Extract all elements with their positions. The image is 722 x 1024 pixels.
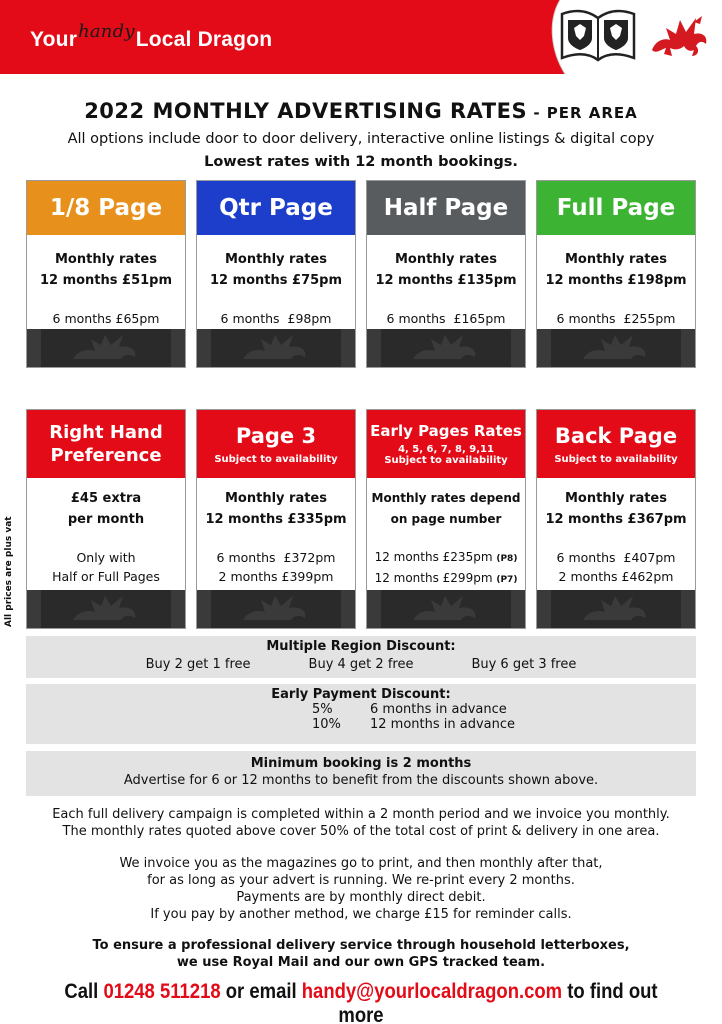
campaign-paragraph bbox=[0, 806, 722, 840]
rate-label-2: on page number bbox=[390, 512, 502, 526]
early-page-numbers: 4, 5, 6, 7, 8, 9,11 bbox=[398, 443, 494, 455]
delivery-line: we use Royal Mail and our own GPS tracked team. bbox=[176, 955, 546, 970]
card-header bbox=[367, 181, 525, 235]
dragon-silhouette-icon bbox=[237, 333, 317, 363]
brand-your: Your bbox=[30, 28, 78, 51]
card-header bbox=[197, 410, 355, 478]
buy-2-offer: Buy 2 get 1 free bbox=[145, 657, 251, 672]
minimum-booking-box bbox=[26, 751, 696, 796]
brand-handy: handy bbox=[78, 21, 135, 42]
card-half-page bbox=[366, 180, 526, 368]
availability-note: Subject to availability bbox=[384, 454, 508, 466]
card-footer-pattern bbox=[197, 590, 355, 628]
rate-p8 bbox=[367, 548, 525, 569]
availability-note: Subject to availability bbox=[554, 454, 678, 466]
card-header bbox=[367, 410, 525, 478]
title-main: 2022 MONTHLY ADVERTISING RATES bbox=[84, 99, 528, 123]
rate-2-months: 2 months £399pm bbox=[218, 569, 334, 584]
rate-label: Monthly rates bbox=[564, 491, 667, 506]
rate-label: Monthly rates bbox=[394, 252, 497, 267]
rate-6-months: 6 months £407pm bbox=[556, 550, 676, 565]
discount-label: 6 months in advance bbox=[370, 702, 507, 717]
rate-label: Monthly rates bbox=[54, 252, 157, 267]
minimum-booking-title: Minimum booking is 2 months bbox=[250, 756, 472, 771]
card-page-3 bbox=[196, 409, 356, 629]
buy-6-offer: Buy 6 get 3 free bbox=[471, 657, 577, 672]
rate-12-months: 12 months £198pm bbox=[545, 273, 687, 288]
card-heading: Page 3 bbox=[235, 423, 317, 448]
card-right-hand-preference bbox=[26, 409, 186, 629]
title-suffix: - PER AREA bbox=[527, 104, 638, 122]
dragon-silhouette-icon bbox=[67, 333, 147, 363]
card-early-pages bbox=[366, 409, 526, 629]
delivery-line: To ensure a professional delivery service through household letterboxes, bbox=[92, 938, 630, 953]
card-heading: Full Page bbox=[556, 195, 676, 221]
vat-side-note bbox=[1, 516, 15, 630]
delivery-paragraph bbox=[0, 937, 722, 971]
cta-find-out-more: to find out more bbox=[338, 980, 658, 1024]
card-back-page bbox=[536, 409, 696, 629]
condition-line1: Only with bbox=[76, 550, 136, 565]
availability-note: Subject to availability bbox=[214, 454, 338, 466]
rate-p7 bbox=[367, 569, 525, 590]
minimum-booking-text: Advertise for 6 or 12 months to benefit from the discounts shown above. bbox=[123, 773, 599, 788]
multi-region-title: Multiple Region Discount: bbox=[266, 639, 456, 654]
phone-link[interactable]: 01248 511218 bbox=[103, 980, 221, 1003]
rate-label: Monthly rates bbox=[224, 491, 327, 506]
rate-12-months: 12 months £335pm bbox=[205, 512, 347, 527]
card-footer-pattern bbox=[197, 329, 355, 367]
invoice-paragraph bbox=[0, 855, 722, 923]
buy-4-offer: Buy 4 get 2 free bbox=[308, 657, 414, 672]
rate-6-months: 6 months £65pm bbox=[52, 311, 160, 326]
rate-6-months: 6 months £165pm bbox=[386, 311, 506, 326]
early-payment-row bbox=[136, 702, 696, 717]
card-heading-line1: Right Hand bbox=[49, 421, 163, 443]
rate-12-months: 12 months £75pm bbox=[209, 273, 343, 288]
early-payment-row bbox=[136, 717, 696, 732]
campaign-line: The monthly rates quoted above cover 50% of the total cost of print & delivery in one area. bbox=[62, 824, 660, 839]
subtitle-lowest-rates: Lowest rates with 12 month bookings. bbox=[204, 154, 518, 170]
card-footer-pattern bbox=[367, 590, 525, 628]
multi-region-discount-box bbox=[26, 636, 696, 678]
card-full-page bbox=[536, 180, 696, 368]
email-link[interactable]: handy@yourlocaldragon.com bbox=[301, 980, 563, 1003]
brand-rest: Local Dragon bbox=[135, 28, 273, 51]
dragon-silhouette-icon bbox=[577, 333, 657, 363]
card-footer-pattern bbox=[537, 329, 695, 367]
rate-p7-tag: (P7) bbox=[496, 575, 518, 585]
dragon-silhouette-icon bbox=[237, 594, 317, 624]
rate-2-months: 2 months £462pm bbox=[558, 569, 674, 584]
card-body bbox=[537, 478, 695, 586]
card-header bbox=[537, 181, 695, 235]
discount-percent: 5% bbox=[312, 702, 333, 717]
book-shield-icon bbox=[558, 6, 638, 64]
cta-or-email: or email bbox=[220, 980, 302, 1003]
rate-label: Monthly rates bbox=[564, 252, 667, 267]
call-to-action bbox=[43, 980, 678, 1024]
rate-12-months: 12 months £51pm bbox=[39, 273, 173, 288]
card-heading: Back Page bbox=[554, 423, 678, 448]
dragon-silhouette-icon bbox=[67, 594, 147, 624]
dragon-silhouette-icon bbox=[407, 333, 487, 363]
card-header bbox=[27, 410, 185, 478]
rate-12-months: 12 months £367pm bbox=[545, 512, 687, 527]
campaign-line: Each full delivery campaign is completed within a 2 month period and we invoice you monthly. bbox=[52, 807, 670, 822]
multi-region-items bbox=[26, 657, 696, 672]
card-eighth-page bbox=[26, 180, 186, 368]
rate-6-months: 6 months £372pm bbox=[216, 550, 336, 565]
invoice-line: for as long as your advert is running. We re-print every 2 months. bbox=[147, 873, 575, 888]
rate-6-months: 6 months £255pm bbox=[556, 311, 676, 326]
card-body bbox=[197, 478, 355, 586]
rate-p8-text: 12 months £235pm bbox=[374, 550, 493, 564]
card-body bbox=[27, 478, 185, 586]
brand-logotype bbox=[30, 21, 273, 52]
card-footer-pattern bbox=[367, 329, 525, 367]
rate-12-months: 12 months £135pm bbox=[375, 273, 517, 288]
discount-percent: 10% bbox=[312, 717, 341, 732]
card-body bbox=[367, 478, 525, 590]
card-header bbox=[27, 181, 185, 235]
card-footer-pattern bbox=[27, 329, 185, 367]
dragon-silhouette-icon bbox=[407, 594, 487, 624]
subtitle-options: All options include door to door delivery, interactive online listings & digital copy bbox=[67, 131, 655, 147]
invoice-line: We invoice you as the magazines go to print, and then monthly after that, bbox=[119, 856, 603, 871]
vat-note-text: All prices are plus vat bbox=[4, 516, 14, 627]
card-heading: Half Page bbox=[383, 195, 509, 221]
invoice-line: If you pay by another method, we charge £15 for reminder calls. bbox=[150, 907, 572, 922]
card-footer-pattern bbox=[27, 590, 185, 628]
page-title bbox=[0, 99, 722, 123]
rate-label: Monthly rates depend bbox=[371, 491, 521, 505]
card-heading: 1/8 Page bbox=[49, 195, 163, 221]
rate-p7-text: 12 months £299pm bbox=[374, 571, 493, 585]
card-heading: Early Pages Rates bbox=[370, 422, 522, 441]
rate-6-months: 6 months £98pm bbox=[220, 311, 332, 326]
card-heading: Qtr Page bbox=[219, 195, 333, 221]
dragon-silhouette-icon bbox=[577, 594, 657, 624]
rate-label: Monthly rates bbox=[224, 252, 327, 267]
invoice-line: Payments are by monthly direct debit. bbox=[236, 890, 486, 905]
condition-line2: Half or Full Pages bbox=[52, 569, 160, 584]
discount-label: 12 months in advance bbox=[370, 717, 516, 732]
extra-price: £45 extra bbox=[70, 491, 142, 506]
rate-p8-tag: (P8) bbox=[496, 554, 518, 564]
early-payment-title: Early Payment Discount: bbox=[271, 687, 451, 702]
card-header bbox=[537, 410, 695, 478]
card-qtr-page bbox=[196, 180, 356, 368]
card-header bbox=[197, 181, 355, 235]
card-heading-line2: Preference bbox=[50, 445, 162, 466]
extra-period: per month bbox=[67, 512, 145, 527]
cta-call: Call bbox=[64, 980, 104, 1003]
card-footer-pattern bbox=[537, 590, 695, 628]
early-payment-discount-box bbox=[26, 684, 696, 744]
welsh-dragon-icon bbox=[646, 10, 712, 62]
